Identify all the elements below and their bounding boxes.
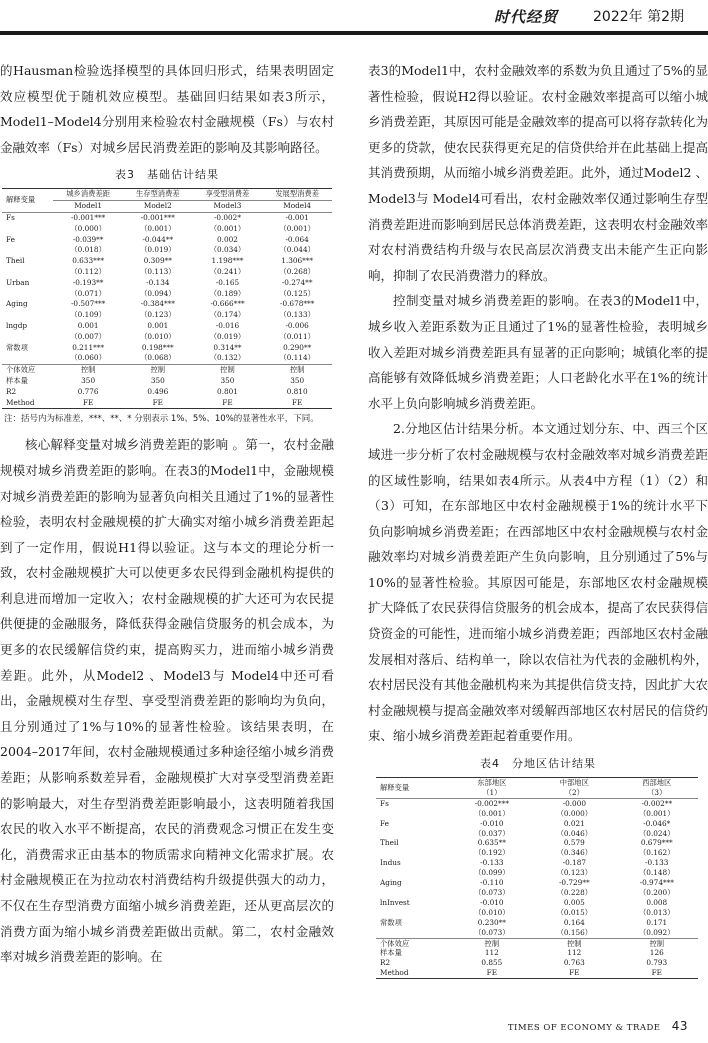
table-cell: （0.073） [474,927,510,937]
row-label: 样本量 [380,948,402,958]
table-cell: FE [616,968,698,978]
table-cell: （0.010） [140,331,176,341]
table-row [376,948,698,958]
table-cell: 0.001 [147,320,169,330]
row-label: Aging [380,878,402,888]
row-label [376,908,451,918]
table-row [2,224,332,235]
table3-group: 生存型消费差 [123,189,193,201]
row-label: Method [2,398,53,409]
page-header [0,0,708,40]
table3-note: 注：括号内为标准差，***、**、* 分别表示 1%、5%、10%的显著性水平，下同。 [4,414,319,425]
table-cell: -0.678*** [280,299,315,309]
table-cell: 0.230** [477,917,506,927]
table-cell: （0.000） [556,808,593,818]
table-cell: （0.148） [639,868,675,878]
left-column [0,58,334,970]
table-cell: （0.001） [140,223,176,233]
table-row [2,343,332,354]
table3-model: Model1 [53,201,123,213]
table-cell: FE [451,968,533,978]
table-cell: （0.123） [556,868,593,878]
table-row [2,256,332,267]
table-cell: -0.039** [72,234,104,244]
table-row [2,376,332,387]
table-cell: 控制 [616,938,698,948]
table-row [376,819,698,829]
table-row [376,858,698,868]
table-row [2,321,332,332]
table4-eq: （1） [451,788,533,798]
table-row [376,928,698,938]
table-row [376,829,698,839]
table-cell: -0.974*** [639,878,674,888]
table-cell: 控制 [193,365,263,376]
table-cell: 0.309** [143,256,172,266]
table-cell: -0.507*** [70,299,106,309]
table-cell: 0.005 [563,897,585,907]
table-cell: -0.010 [480,818,504,828]
table-cell: -0.133 [645,858,669,868]
table-cell: （0.001） [209,223,246,233]
table4 [376,777,698,979]
table-cell: 350 [290,375,305,385]
table-cell: -0.002* [213,212,241,222]
row-label: lnInvest [380,897,410,907]
table-cell: 0.290** [283,342,312,352]
table-cell: （0.044） [279,245,315,255]
table-cell: （0.189） [209,288,246,298]
table-row [2,398,332,409]
table-cell: （0.018） [70,245,106,255]
table-cell: -0.006 [285,320,309,330]
table-row [376,938,698,948]
table-row [376,898,698,908]
table-cell: -0.010 [480,897,504,907]
table-cell: （0.019） [140,245,176,255]
row-label: Fe [380,818,389,828]
table-cell: FE [53,398,123,409]
table-cell: -0.666*** [210,299,245,309]
left-paragraph-2: 核心解释变量对城乡消费差距的影响 。第一，农村金融规模对城乡消费差距的影响。在表3的Model1中，金融规模对城乡消费差距的影响为显著负向相关且通过了1%的显著性检验，表明农村金融规模的扩大确实对缩小城乡消费差距起到了一定作用，假说H1得以验证。这与本文的理论分析一致，农村金融规模扩大可以使更多农民得到金融机构提供的利息进而增加一定收入；农村金融规模的扩大还可为农民提供便捷的金融服务，降低获得金融信贷服务的机会成本，为更多的农民缓解信贷约束，提高购买力，进而缩小城乡消费差距。此外，从Model2 、Model3与 Model4中还可看出，金融规模对生存型、享受型消费差距的影响均为负向，且分别通过了1%与10%的显著性检验。该结果表明，在2004–2017年间，农村金融规模通过多种途径缩小城乡消费差距；从影响系数差异看，金融规模扩大对享受型消费差距的影响最大，对生存型消费差距影响最小，这表明随着我国农民的收入水平不断提高，农民的消费观念习惯正在发生变化，消费需求正由基本的物质需求向精神文化需求扩展。农村金融规模正在为拉动农村消费结构升级提供强大的动力，不仅在生存型消费方面缩小城乡消费差距，还从更高层次的消费方面为缩小城乡消费差距做出贡献。第二，农村金融效率对城乡消费差距的影响。在 [0,437,334,965]
table-cell: （0.112） [70,266,106,276]
table-row [2,353,332,364]
table-cell: （0.015） [556,907,593,917]
table-cell: -0.046* [643,818,671,828]
table-row [2,365,332,376]
table3-col-header: 解释变量 [2,189,53,213]
table-row [376,908,698,918]
table-cell: FE [262,398,332,409]
table-cell: 0.801 [217,386,238,396]
table-cell: （0.034） [209,245,246,255]
table-row [2,289,332,300]
row-label [2,224,53,235]
table-cell: 0.314** [213,342,242,352]
table-cell: 0.021 [563,818,585,828]
row-label: Theil [380,838,399,848]
row-label [2,310,53,321]
table-cell: -0.064 [285,234,309,244]
table-cell: （0.001） [639,808,675,818]
table-cell: 112 [567,948,582,958]
table-row [2,278,332,289]
right-paragraph-1: 表3的Model1中，农村金融效率的系数为负且通过了5%的显著性检验，假说H2得以验证。农村金融效率提高可以缩小城乡消费差距，其原因可能是金融效率的提高可以将存款转化为更多的贷款，使农民获得更充足的信贷供给并在此基础上提高其消费预期，从而缩小城乡消费差距。此外，通过Model2 、Model3与 Model4可看出，农村金融效率仅通过影响生存型消费差距进而影响到居民总体消费差距，这表明农村金融效率对农村消费结构升级与农民高层次消费支出未能产生正向影响，抑制了农民消费潜力的释放。 [368,63,708,283]
table-cell: （0.001） [279,223,315,233]
table-row [376,968,698,978]
row-label: Method [376,968,451,978]
table-cell: （0.192） [474,848,510,858]
table-row [376,848,698,858]
table4-group: 中部地区 [533,778,615,788]
page-number: 43 [671,1019,688,1033]
table3-header-row [2,189,332,201]
table-cell: -0.001*** [140,212,175,222]
table-cell: -0.110 [480,878,504,888]
row-label: 样本量 [6,375,28,385]
table-cell: -0.000 [562,798,586,808]
row-label [2,289,53,300]
table4-eq: （3） [616,788,698,798]
table-cell: -0.729** [558,878,590,888]
table-cell: 控制 [451,938,533,948]
table-cell: 0.810 [286,386,308,396]
table-cell: （0.156） [556,927,593,937]
table-cell: FE [533,968,615,978]
table-row [376,809,698,819]
table-cell: 0.198*** [141,342,174,352]
table4-col-header: 解释变量 [376,778,451,799]
table-row [2,387,332,398]
table4-header-row [376,778,698,788]
table-row [376,918,698,928]
table-cell: （0.162） [639,848,675,858]
page-footer [508,1019,688,1033]
table3-model: Model2 [123,201,193,213]
table-cell: 350 [81,375,96,385]
table-row [2,267,332,278]
table-cell: -0.134 [146,277,170,287]
table-cell: （0.013） [639,907,675,917]
row-label [2,245,53,256]
table-cell: （0.241） [209,266,246,276]
table-cell: -0.193** [72,277,104,287]
table3 [2,188,332,409]
table-row [376,888,698,898]
table-cell: （0.132） [209,353,246,363]
table-row [2,235,332,246]
table4-group: 西部地区 [616,778,698,788]
row-label: Theil [6,256,25,266]
row-label: 常数项 [380,917,402,927]
table-row [2,299,332,310]
left-paragraph-1: 的Hausman检验选择模型的具体回归形式，结果表明固定效应模型优于随机效应模型。基础回归结果如表3所示，Model1–Model4分别用来检验农村金融规模（Fs）与农村金融效率（Fs）对城乡居民消费差距的影响及其影响路径。 [0,63,334,155]
row-label: Aging [6,299,28,309]
table-cell: 控制 [123,365,193,376]
table-cell: 控制 [262,365,332,376]
row-label [2,332,53,343]
table3-group: 享受型消费差 [193,189,263,201]
table4-caption: 表4 分地区估计结果 [480,757,596,771]
table-cell: （0.001） [474,808,510,818]
table-cell: 0.002 [217,234,238,244]
table-cell: 0.008 [646,897,668,907]
table-cell: 0.579 [563,838,585,848]
table-row [2,245,332,256]
table-cell: 0.164 [563,917,585,927]
table-cell: （0.046） [556,828,593,838]
right-column [368,58,708,979]
row-label: 常数项 [6,342,28,352]
table4-eq: （2） [533,788,615,798]
table-cell: 350 [220,375,235,385]
table-cell: （0.174） [209,310,246,320]
row-label: R2 [380,958,391,968]
table-cell: 0.001 [77,320,99,330]
row-label [376,848,451,858]
table-cell: （0.200） [639,888,675,897]
table-cell: 0.763 [563,958,585,968]
table-row [2,332,332,343]
table-cell: -0.165 [215,277,240,287]
table-cell: （0.114） [279,353,315,363]
table-cell: -0.001 [285,212,309,222]
row-label [376,829,451,839]
table-cell: 0.793 [646,958,668,968]
table-cell: 0.679*** [640,838,673,848]
table-cell: （0.068） [140,353,176,363]
table-cell: （0.010） [474,907,510,917]
table-cell: （0.268） [279,266,315,276]
table3-group: 城乡消费差距 [53,189,123,201]
table-cell: -0.384*** [140,299,175,309]
table-row [2,212,332,223]
table-row [2,310,332,321]
table-cell: 126 [649,948,664,958]
table-cell: 350 [150,375,165,385]
row-label: Fs [380,798,389,808]
table-cell: -0.274** [281,277,313,287]
row-label: R2 [6,386,17,396]
row-label: Fe [6,234,15,244]
table-cell: 112 [484,948,499,958]
table-cell: 1.198*** [211,256,244,266]
table-row [376,958,698,968]
table-cell: （0.011） [279,331,315,341]
issue-label: 2022年 第2期 [593,9,684,25]
table-cell: -0.044** [142,234,174,244]
row-label: Fs [6,212,15,222]
table-cell: 0.633*** [72,256,105,266]
right-paragraph-2: 控制变量对城乡消费差距的影响。在表3的Model1中，城乡收入差距系数为正且通过了1%的显著性检验，表明城乡收入差距对城乡消费差距具有显著的正向影响；城镇化率的提高能够有效降低城乡消费差距；人口老龄化水平在1%的统计水平上负向影响城乡消费差距。 [368,293,708,411]
table3-model: Model3 [193,201,263,213]
table-cell: 0.496 [147,386,169,396]
table3-group: 发展型消费差 [262,189,332,201]
table-cell: （0.133） [279,310,315,320]
header-rule [0,31,708,35]
table-cell: （0.094） [140,288,176,298]
table3-caption: 表3 基础估计结果 [115,168,219,182]
table-cell: FE [123,398,193,409]
table-cell: （0.125） [279,288,315,298]
row-label: Urban [6,277,30,287]
table-row [376,878,698,888]
table-cell: 0.776 [77,386,99,396]
table-cell: （0.123） [140,310,176,320]
table4-group: 东部地区 [451,778,533,788]
table-cell: （0.228） [556,888,593,897]
row-label: 个体效应 [376,938,451,948]
table-cell: -0.002** [641,798,673,808]
right-paragraph-3: 2.分地区估计结果分析。本文通过划分东、中、西三个区域进一步分析了农村金融规模与农村金融效率对城乡消费差距的区域性影响，结果如表4所示。从表4中方程（1）（2）和（3）可知，在东部地区中农村金融规模于1%的统计水平下负向影响城乡消费差距；在西部地区中农村金融规模与农村金融效率均对城乡消费差距产生负向影响，且分别通过了5%与10%的显著性检验。其原因可能是，东部地区农村金融规模扩大降低了农民获得信贷服务的机会成本，提高了农民获得信贷资金的可能性，进而缩小城乡消费差距；西部地区农村金融发展相对落后、结构单一，除以农信社为代表的金融机构外，农村居民没有其他金融机构来为其提供信贷支持，因此扩大农村金融规模与提高金融效率对缓解西部地区农村居民的信贷约束、缩小城乡消费差距起着重要作用。 [368,421,708,744]
table-cell: （0.037） [474,828,510,838]
table-cell: 0.635** [477,838,506,848]
table-cell: 0.171 [646,917,668,927]
table-cell: （0.007） [70,331,106,341]
table-cell: 控制 [53,365,123,376]
table-cell: -0.133 [480,858,504,868]
table-cell: （0.113） [140,266,176,276]
table-cell: -0.187 [562,858,586,868]
table-cell: （0.092） [639,927,675,937]
table-cell: 0.211*** [72,342,105,352]
row-label [2,353,53,364]
row-label [376,809,451,819]
table-cell: （0.024） [639,828,675,838]
table-cell: -0.016 [215,320,240,330]
table-row [376,798,698,808]
table-cell: 0.855 [481,958,503,968]
table-cell: 1.306*** [281,256,314,266]
row-label [2,267,53,278]
journal-english-name: TIMES OF ECONOMY & TRADE [507,1023,661,1033]
journal-title: 时代经贸 [493,8,558,26]
row-label [376,868,451,878]
table3-model: Model4 [262,201,332,213]
table-cell: （0.071） [70,288,106,298]
table-cell: （0.346） [556,848,593,858]
row-label [376,928,451,938]
table-cell: （0.073） [474,888,510,897]
table-cell: 控制 [533,938,615,948]
row-label: Indus [380,858,401,868]
row-label: lngdp [6,320,28,330]
table-cell: （0.019） [209,331,246,341]
table-row [376,838,698,848]
table-cell: （0.060） [70,353,106,363]
table-cell: （0.109） [70,310,106,320]
table-cell: （0.099） [474,868,510,878]
table-row [376,868,698,878]
table-cell: -0.002*** [474,798,509,808]
table-cell: FE [193,398,263,409]
table-cell: （0.000） [70,223,106,233]
table-cell: -0.001*** [70,212,106,222]
row-label [376,888,451,898]
row-label: 个体效应 [2,365,53,376]
